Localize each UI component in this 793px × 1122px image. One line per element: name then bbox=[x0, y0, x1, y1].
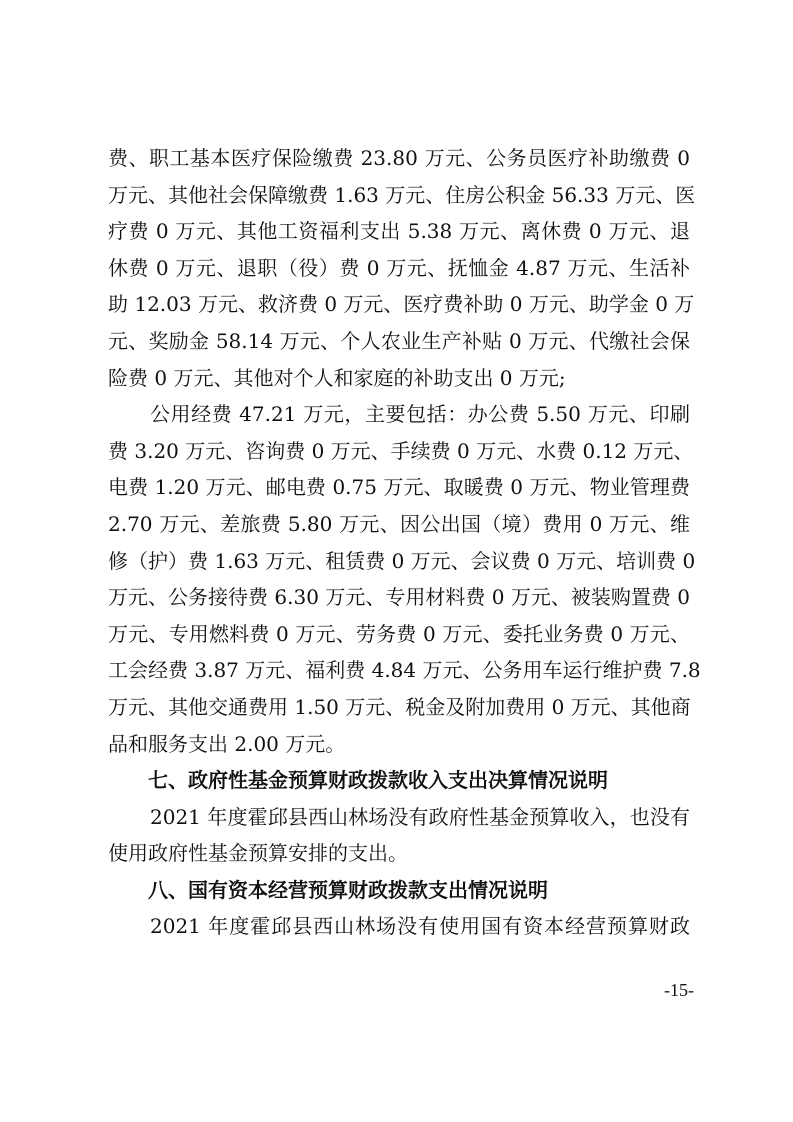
text-line: 休费 0 万元、退职（役）费 0 万元、抚恤金 4.87 万元、生活补 bbox=[108, 255, 690, 280]
section-7 bbox=[108, 762, 690, 872]
text-line: 万元、公务接待费 6.30 万元、专用材料费 0 万元、被装购置费 0 bbox=[108, 585, 690, 610]
text-line: 品和服务支出 2.00 万元。 bbox=[108, 731, 346, 756]
text-line: 2021 年度霍邱县西山林场没有使用国有资本经营预算财政 bbox=[150, 914, 690, 939]
personnel-expense-paragraph bbox=[108, 140, 696, 396]
text-line: 费、职工基本医疗保险缴费 23.80 万元、公务员医疗补助缴费 0 bbox=[108, 146, 690, 170]
text-line: 疗费 0 万元、其他工资福利支出 5.38 万元、离休费 0 万元、退 bbox=[108, 219, 690, 244]
text-line: 险费 0 万元、其他对个人和家庭的补助支出 0 万元; bbox=[108, 365, 566, 390]
section-heading: 七、政府性基金预算财政拨款收入支出决算情况说明 bbox=[148, 768, 608, 793]
text-line: 2.70 万元、差旅费 5.80 万元、因公出国（境）费用 0 万元、维 bbox=[108, 511, 690, 536]
text-line: 公用经费 47.21 万元，主要包括：办公费 5.50 万元、印刷 bbox=[150, 402, 690, 427]
text-line: 使用政府性基金预算安排的支出。 bbox=[108, 841, 408, 866]
text-line: 电费 1.20 万元、邮电费 0.75 万元、取暖费 0 万元、物业管理费 bbox=[108, 475, 690, 500]
text-line: 修（护）费 1.63 万元、租赁费 0 万元、会议费 0 万元、培训费 0 bbox=[108, 548, 696, 573]
text-line: 万元、其他社会保障缴费 1.63 万元、住房公积金 56.33 万元、医 bbox=[108, 182, 696, 207]
text-line: 2021 年度霍邱县西山林场没有政府性基金预算收入，也没有 bbox=[150, 804, 690, 829]
page-number: -15- bbox=[664, 980, 694, 1000]
section-8 bbox=[108, 872, 690, 945]
text-line: 万元、其他交通费用 1.50 万元、税金及附加费用 0 万元、其他商 bbox=[108, 694, 691, 719]
text-line: 元、奖励金 58.14 万元、个人农业生产补贴 0 万元、代缴社会保 bbox=[108, 328, 690, 353]
text-line: 工会经费 3.87 万元、福利费 4.84 万元、公务用车运行维护费 7.8 bbox=[108, 658, 701, 683]
text-line: 费 3.20 万元、咨询费 0 万元、手续费 0 万元、水费 0.12 万元、 bbox=[108, 438, 694, 463]
text-line: 助 12.03 万元、救济费 0 万元、医疗费补助 0 万元、助学金 0 万 bbox=[108, 292, 695, 317]
public-expense-paragraph bbox=[108, 396, 701, 762]
section-heading: 八、国有资本经营预算财政拨款支出情况说明 bbox=[148, 877, 548, 902]
text-line: 万元、专用燃料费 0 万元、劳务费 0 万元、委托业务费 0 万元、 bbox=[108, 621, 690, 646]
document-body bbox=[108, 140, 701, 945]
